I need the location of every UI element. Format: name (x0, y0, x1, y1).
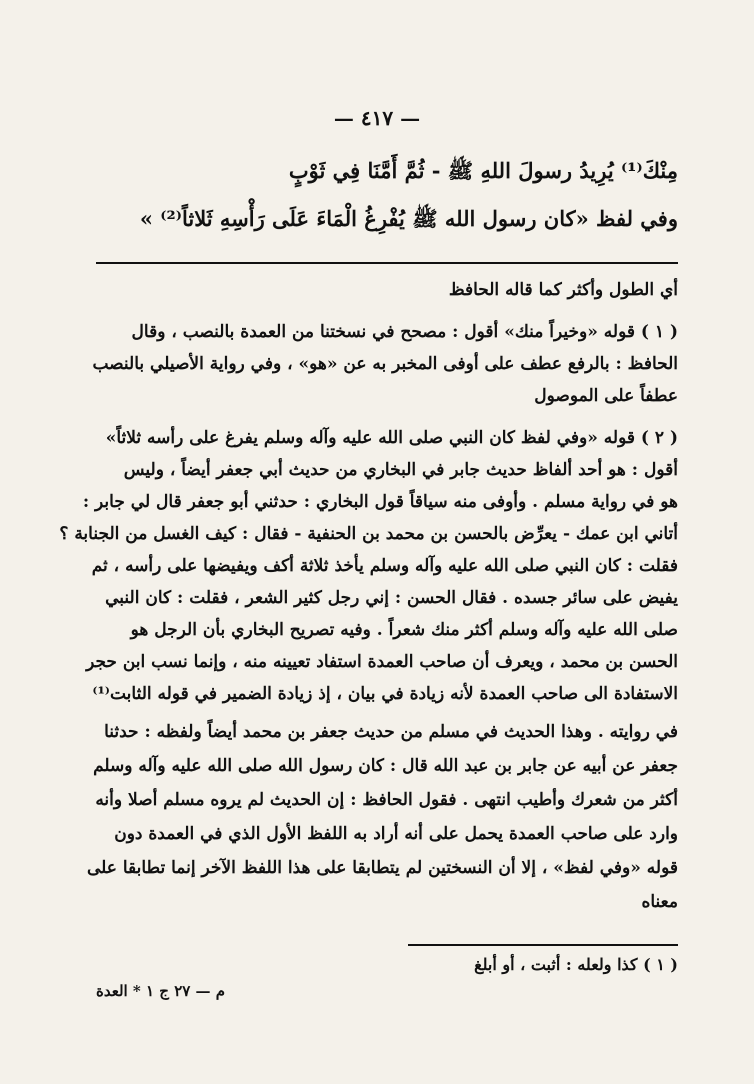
commentary-line: ( ١ ) قوله «وخيراً منك» أقول : مصحح في نسختنا من العمدة بالنصب ، وقال (131, 322, 678, 342)
commentary-line: أتاني ابن عمك - يعرِّض بالحسن بن محمد بن الحنفية - فقال : كيف الغسل من الجنابة ؟ (59, 524, 678, 544)
commentary-line: الحافظ : بالرفع عطف على أوفى المخبر به عن «هو» ، وفي رواية الأصيلي بالنصب (92, 354, 678, 374)
commentary-line: عطفاً على الموصول (534, 386, 678, 406)
commentary-line: في روايته . وهذا الحديث في مسلم من حديث جعفر بن محمد أيضاً ولفظه : حدثنا (104, 722, 678, 742)
commentary-line: الاستفادة الى صاحب العمدة لأنه زيادة في بيان ، إذ زيادة الضمير في قوله الثابت⁽¹⁾ (92, 684, 678, 704)
commentary-line: فقلت : كان النبي صلى الله عليه وآله وسلم يأخذ ثلاثة أكف ويفيضها على رأسه ، ثم (91, 556, 678, 576)
commentary-line: جعفر عن أبيه عن جابر بن عبد الله قال : كان رسول الله صلى الله عليه وآله وسلم (93, 756, 678, 776)
commentary-line: قوله «وفي لفظ» ، إلا أن النسختين لم يتطابقا على هذا اللفظ الآخر إنما تطابقا على (86, 858, 678, 878)
commentary-line: يفيض على سائر جسده . فقال الحسن : إني رجل كثير الشعر ، فقلت : كان النبي (105, 588, 678, 608)
matn-line: وفي لفظ «كان رسول الله ﷺ يُفْرِغُ الْمَاءَ عَلَى رَأْسِهِ ثَلاثاً⁽²⁾ » (139, 206, 678, 231)
commentary-line: أكثر من شعرك وأطيب انتهى . فقول الحافظ : إن الحديث لم يروه مسلم أصلا وأنه (95, 790, 678, 810)
commentary-line: هو في رواية مسلم . وأوفى منه سياقاً قول البخاري : حدثني أبو جعفر قال لي جابر : (82, 492, 678, 512)
commentary-block (59, 0, 678, 940)
commentary-line: أقول : هو أحد ألفاظ حديث جابر في البخاري من حديث أبي جعفر أيضاً ، وليس (123, 460, 678, 480)
commentary-line: وارد على صاحب العمدة يحمل على أنه أراد به اللفظ الأول الذي في العمدة دون (114, 824, 678, 844)
commentary-line: معناه (641, 892, 678, 912)
commentary-line: ( ٢ ) قوله «وفي لفظ كان النبي صلى الله عليه وآله وسلم يفرغ على رأسه ثلاثاً» (105, 428, 678, 448)
commentary-line: الحسن بن محمد ، ويعرف أن صاحب العمدة استفاد تعيينه منه ، وإنما نسب ابن حجر (86, 652, 678, 672)
commentary-line: صلى الله عليه وآله وسلم أكثر منك شعراً . وفيه تصريح البخاري بأن الرجل هو (130, 620, 678, 640)
footnote-rule (408, 944, 678, 946)
signature-mark: م — ٢٧ ج ١ * العدة (96, 982, 226, 1000)
matn-line: مِنْكَ⁽¹⁾ يُرِيدُ رسولَ اللهِ ﷺ - ثُمَّ أَمَّنَا فِي ثَوْبٍ (288, 158, 678, 183)
footnote: ( ١ ) كذا ولعله : أثبت ، أو أبلغ (474, 955, 678, 974)
commentary-line: أي الطول وأكثر كما قاله الحافظ (448, 280, 678, 300)
page-number: — ٤١٧ — (333, 106, 421, 130)
